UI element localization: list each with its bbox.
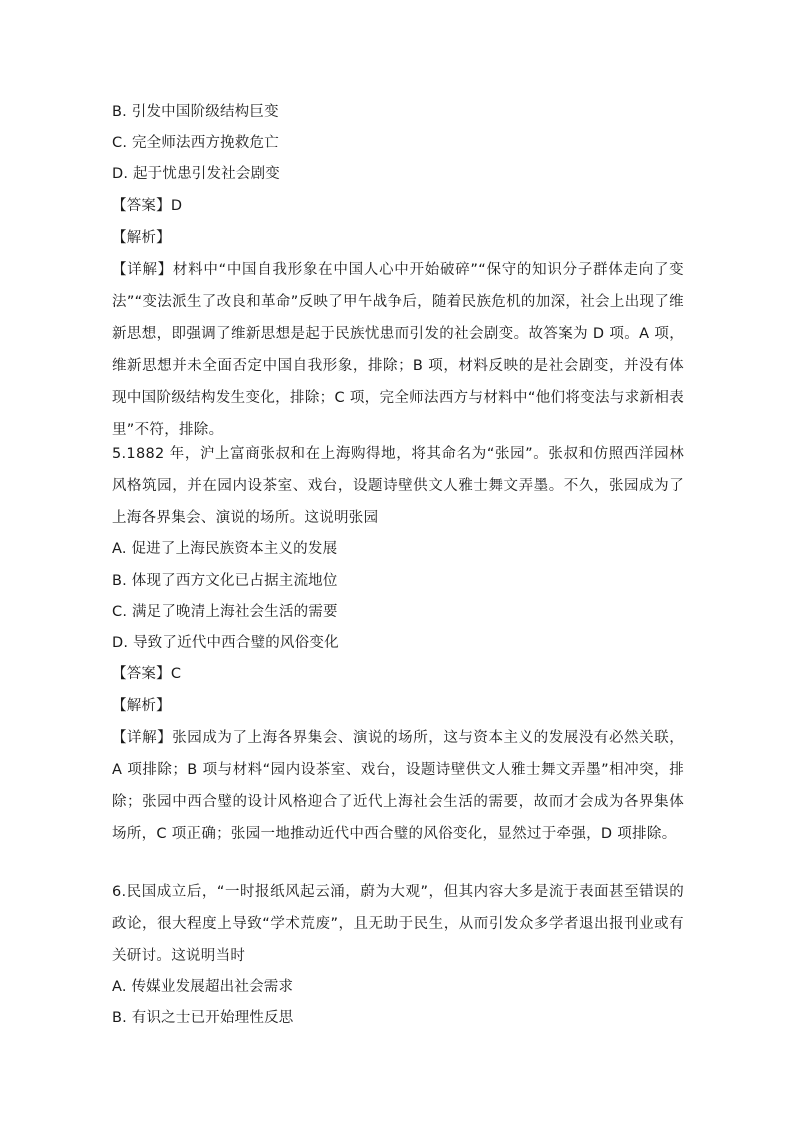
answer-tag: 【答案】 bbox=[112, 666, 171, 682]
q4-analysis-tag: 【解析】 bbox=[112, 230, 171, 246]
detail-tag: 【详解】 bbox=[112, 730, 173, 746]
detail-text: 张园成为了上海各界集会、演说的场所，这与资本主义的发展没有必然关联，A 项排除；B 项与材料“园内设茶室、戏台，设题诗壁供文人雅士舞文弄墨”相冲突，排除；张园中西合璧的设计风格迎合了近代上海社会生活的需要，故而才会成为各界集体场所，C 项正确；张园一地推动近代中西合璧的风俗变化，显然过于牵强，D 项排除。 bbox=[112, 730, 685, 842]
q6-option-a: A. 传媒业发展超出社会需求 bbox=[112, 979, 294, 995]
q5-option-b: B. 体现了西方文化已占据主流地位 bbox=[112, 573, 338, 589]
q5-option-c: C. 满足了晚清上海社会生活的需要 bbox=[112, 604, 338, 620]
detail-tag: 【详解】 bbox=[112, 262, 173, 278]
q5-option-a: A. 促进了上海民族资本主义的发展 bbox=[112, 541, 338, 557]
q6-stem: 6.民国成立后，“一时报纸风起云涌，蔚为大观”，但其内容大多是流于表面甚至错误的政论，很大程度上导致“学术荒废”，且无助于民生，从而引发众多学者退出报刊业或有关研讨。这说明当时 bbox=[112, 884, 684, 964]
q5-answer bbox=[112, 664, 181, 684]
q4-option-b: B. 引发中国阶级结构巨变 bbox=[112, 104, 279, 120]
q4-option-d: D. 起于忧患引发社会剧变 bbox=[112, 166, 280, 182]
q4-answer bbox=[112, 196, 182, 216]
answer-tag: 【答案】 bbox=[112, 198, 171, 214]
q5-stem: 5.1882 年，沪上富商张叔和在上海购得地，将其命名为“张园”。张叔和仿照西洋园林风格筑园，并在园内设茶室、戏台，设题诗壁供文人雅士舞文弄墨。不久，张园成为了上海各界集会、演说的场所。这说明张园 bbox=[112, 446, 684, 526]
q6-option-b: B. 有识之士已开始理性反思 bbox=[112, 1010, 294, 1026]
answer-value: C bbox=[170, 666, 182, 682]
answer-value: D bbox=[170, 198, 183, 214]
q5-option-d: D. 导致了近代中西合璧的风俗变化 bbox=[112, 635, 339, 651]
detail-text: 材料中“中国自我形象在中国人心中开始破碎”“保守的知识分子群体走向了变法”“变法派生了改良和革命”反映了甲午战争后，随着民族危机的加深，社会上出现了维新思想，即强调了维新思想是起于民族忧患而引发的社会剧变。故答案为 D 项。A 项，维新思想并未全面否定中国自我形象，排除；B 项，材料反映的是社会剧变，并没有体现中国阶级结构发生变化，排除；C 项，完全师法西方与材料中“他们将变法与求新相表里”不符，排除。 bbox=[112, 262, 684, 438]
q4-option-c: C. 完全师法西方挽救危亡 bbox=[112, 135, 279, 151]
q4-detail bbox=[112, 254, 684, 446]
q5-analysis-tag: 【解析】 bbox=[112, 698, 171, 714]
q5-detail bbox=[112, 722, 684, 850]
